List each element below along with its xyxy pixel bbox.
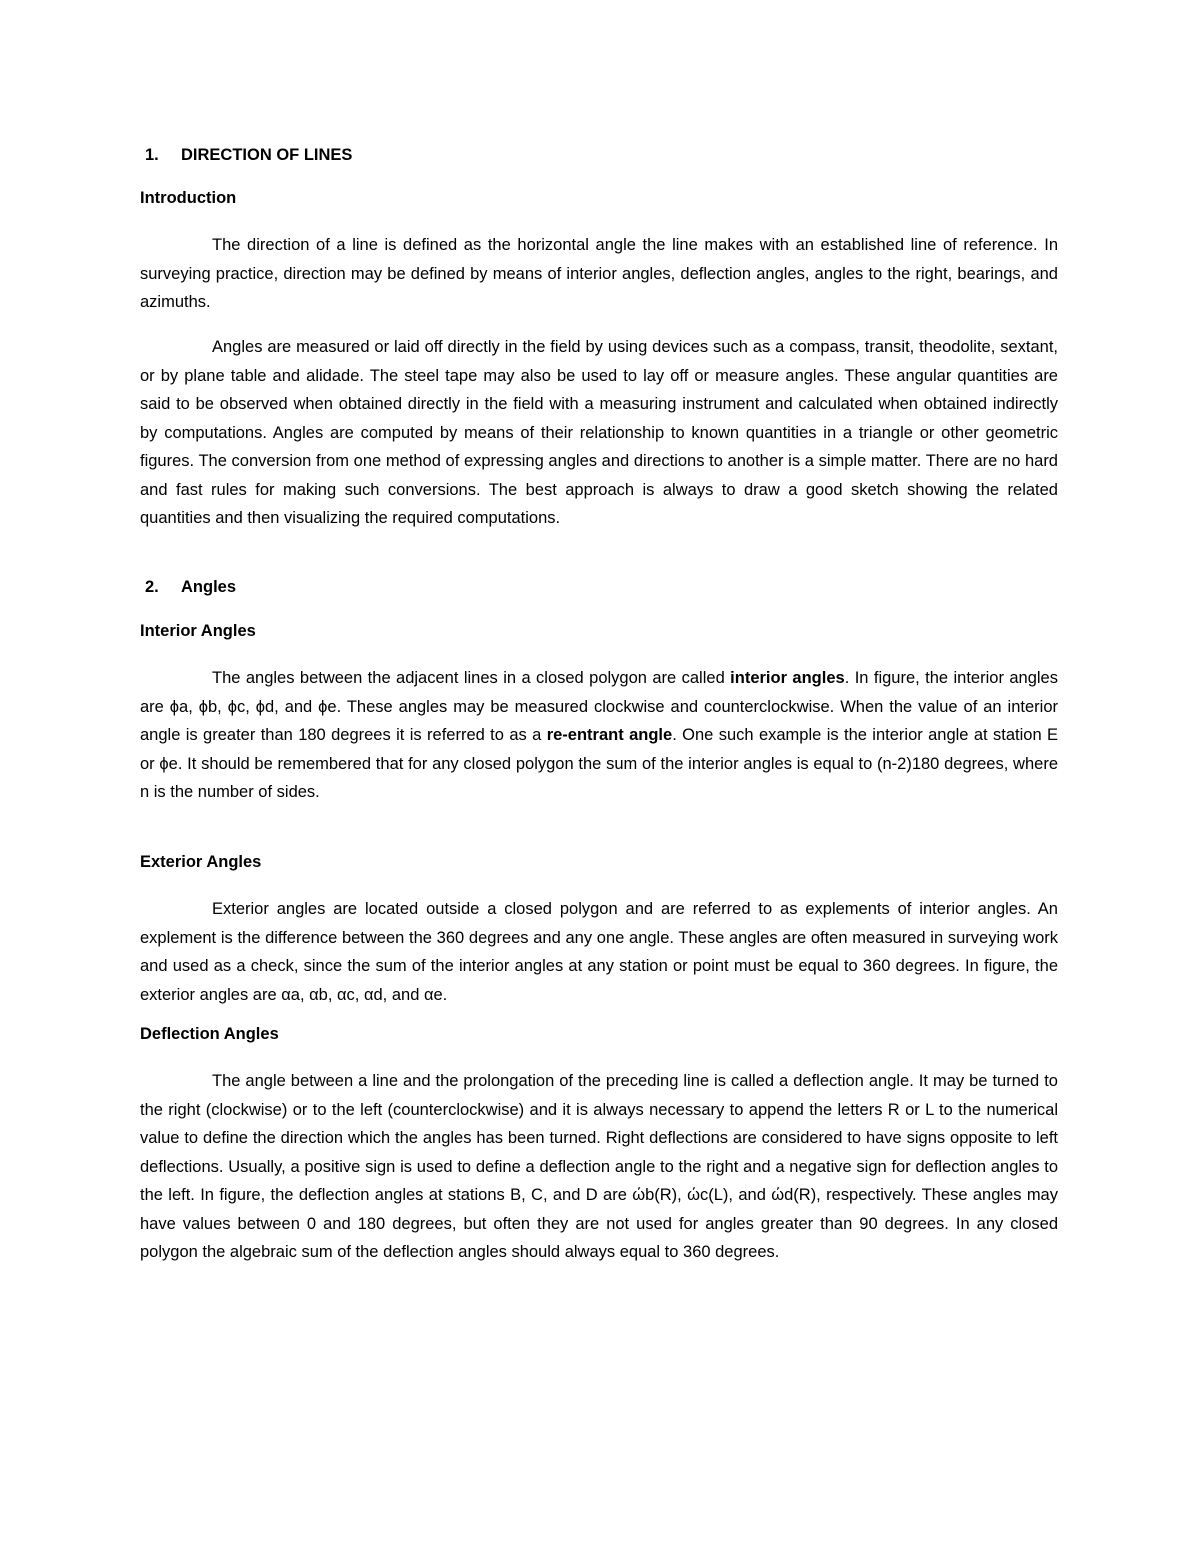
interior-angles-heading: Interior Angles xyxy=(140,622,256,640)
section-2-title: Angles xyxy=(181,578,237,596)
section-2-heading xyxy=(145,578,236,597)
interior-text-3: . One such example is the interior angle at station E or ϕe. It should be remembered that for any closed polygon the sum of the interior angles is equal to (n-2)180 degrees, where n is the number of sides. xyxy=(140,726,1059,801)
interior-text-1: The angles between the adjacent lines in a closed polygon are called xyxy=(212,669,731,687)
introduction-paragraph-1 xyxy=(140,231,1058,317)
interior-angles-paragraph xyxy=(140,664,1058,807)
exterior-angles-text: Exterior angles are located outside a closed polygon and are referred to as explements of interior angles. An explement is the difference between the 360 degrees and any one angle. These angles are often measured in surveying work and used as a check, since the sum of the interior angles at any station or point must be equal to 360 degrees. In figure, the exterior angles are αa, αb, αc, αd, and αe. xyxy=(140,900,1058,1004)
introduction-paragraph-2 xyxy=(140,333,1058,533)
section-2-number: 2. xyxy=(145,578,159,596)
exterior-angles-heading: Exterior Angles xyxy=(140,853,262,871)
deflection-angles-paragraph xyxy=(140,1067,1058,1267)
introduction-paragraph-2-text: Angles are measured or laid off directly in the field by using devices such as a compass, transit, theodolite, sextant, or by plane table and alidade. The steel tape may also be used to lay off or measure angles. These angular quantities are said to be observed when obtained directly in the field with a measuring instrument and calculated when obtained indirectly by computations. Angles are computed by means of their relationship to known quantities in a triangle or other geometric figures. The conversion from one method of expressing angles and directions to another is a simple matter. There are no hard and fast rules for making such conversions. The best approach is always to draw a good sketch showing the related quantities and then visualizing the required computations. xyxy=(140,338,1058,527)
section-1-number: 1. xyxy=(145,146,159,164)
deflection-angles-heading: Deflection Angles xyxy=(140,1025,279,1043)
section-1-title: DIRECTION OF LINES xyxy=(181,146,353,164)
deflection-angles-text: The angle between a line and the prolongation of the preceding line is called a deflection angle. It may be turned to the right (clockwise) or to the left (counterclockwise) and it is always necessary to append the letters R or L to the numerical value to define the direction which the angles has been turned. Right deflections are considered to have signs opposite to left deflections. Usually, a positive sign is used to define a deflection angle to the right and a negative sign for deflection angles to the left. In figure, the deflection angles at stations B, C, and D are ώb(R), ώc(L), and ώd(R), respectively. These angles may have values between 0 and 180 degrees, but often they are not used for angles greater than 90 degrees. In any closed polygon the algebraic sum of the deflection angles should always equal to 360 degrees. xyxy=(140,1072,1058,1261)
re-entrant-angle-term: re-entrant angle xyxy=(546,726,673,744)
section-1-heading xyxy=(145,146,352,165)
interior-text-2: . In figure, the interior angles are ϕa, ϕb, ϕc, ϕd, and ϕe. These angles may be measured clockwise and counterclockwise. When the value of an interior angle is greater than 180 degrees it is referred to as a xyxy=(140,669,1058,744)
exterior-angles-paragraph xyxy=(140,895,1058,1009)
introduction-paragraph-1-text: The direction of a line is defined as the horizontal angle the line makes with an established line of reference. In surveying practice, direction may be defined by means of interior angles, deflection angles, angles to the right, bearings, and azimuths. xyxy=(140,236,1058,311)
interior-angles-term: interior angles xyxy=(730,669,845,687)
introduction-heading: Introduction xyxy=(140,189,237,207)
